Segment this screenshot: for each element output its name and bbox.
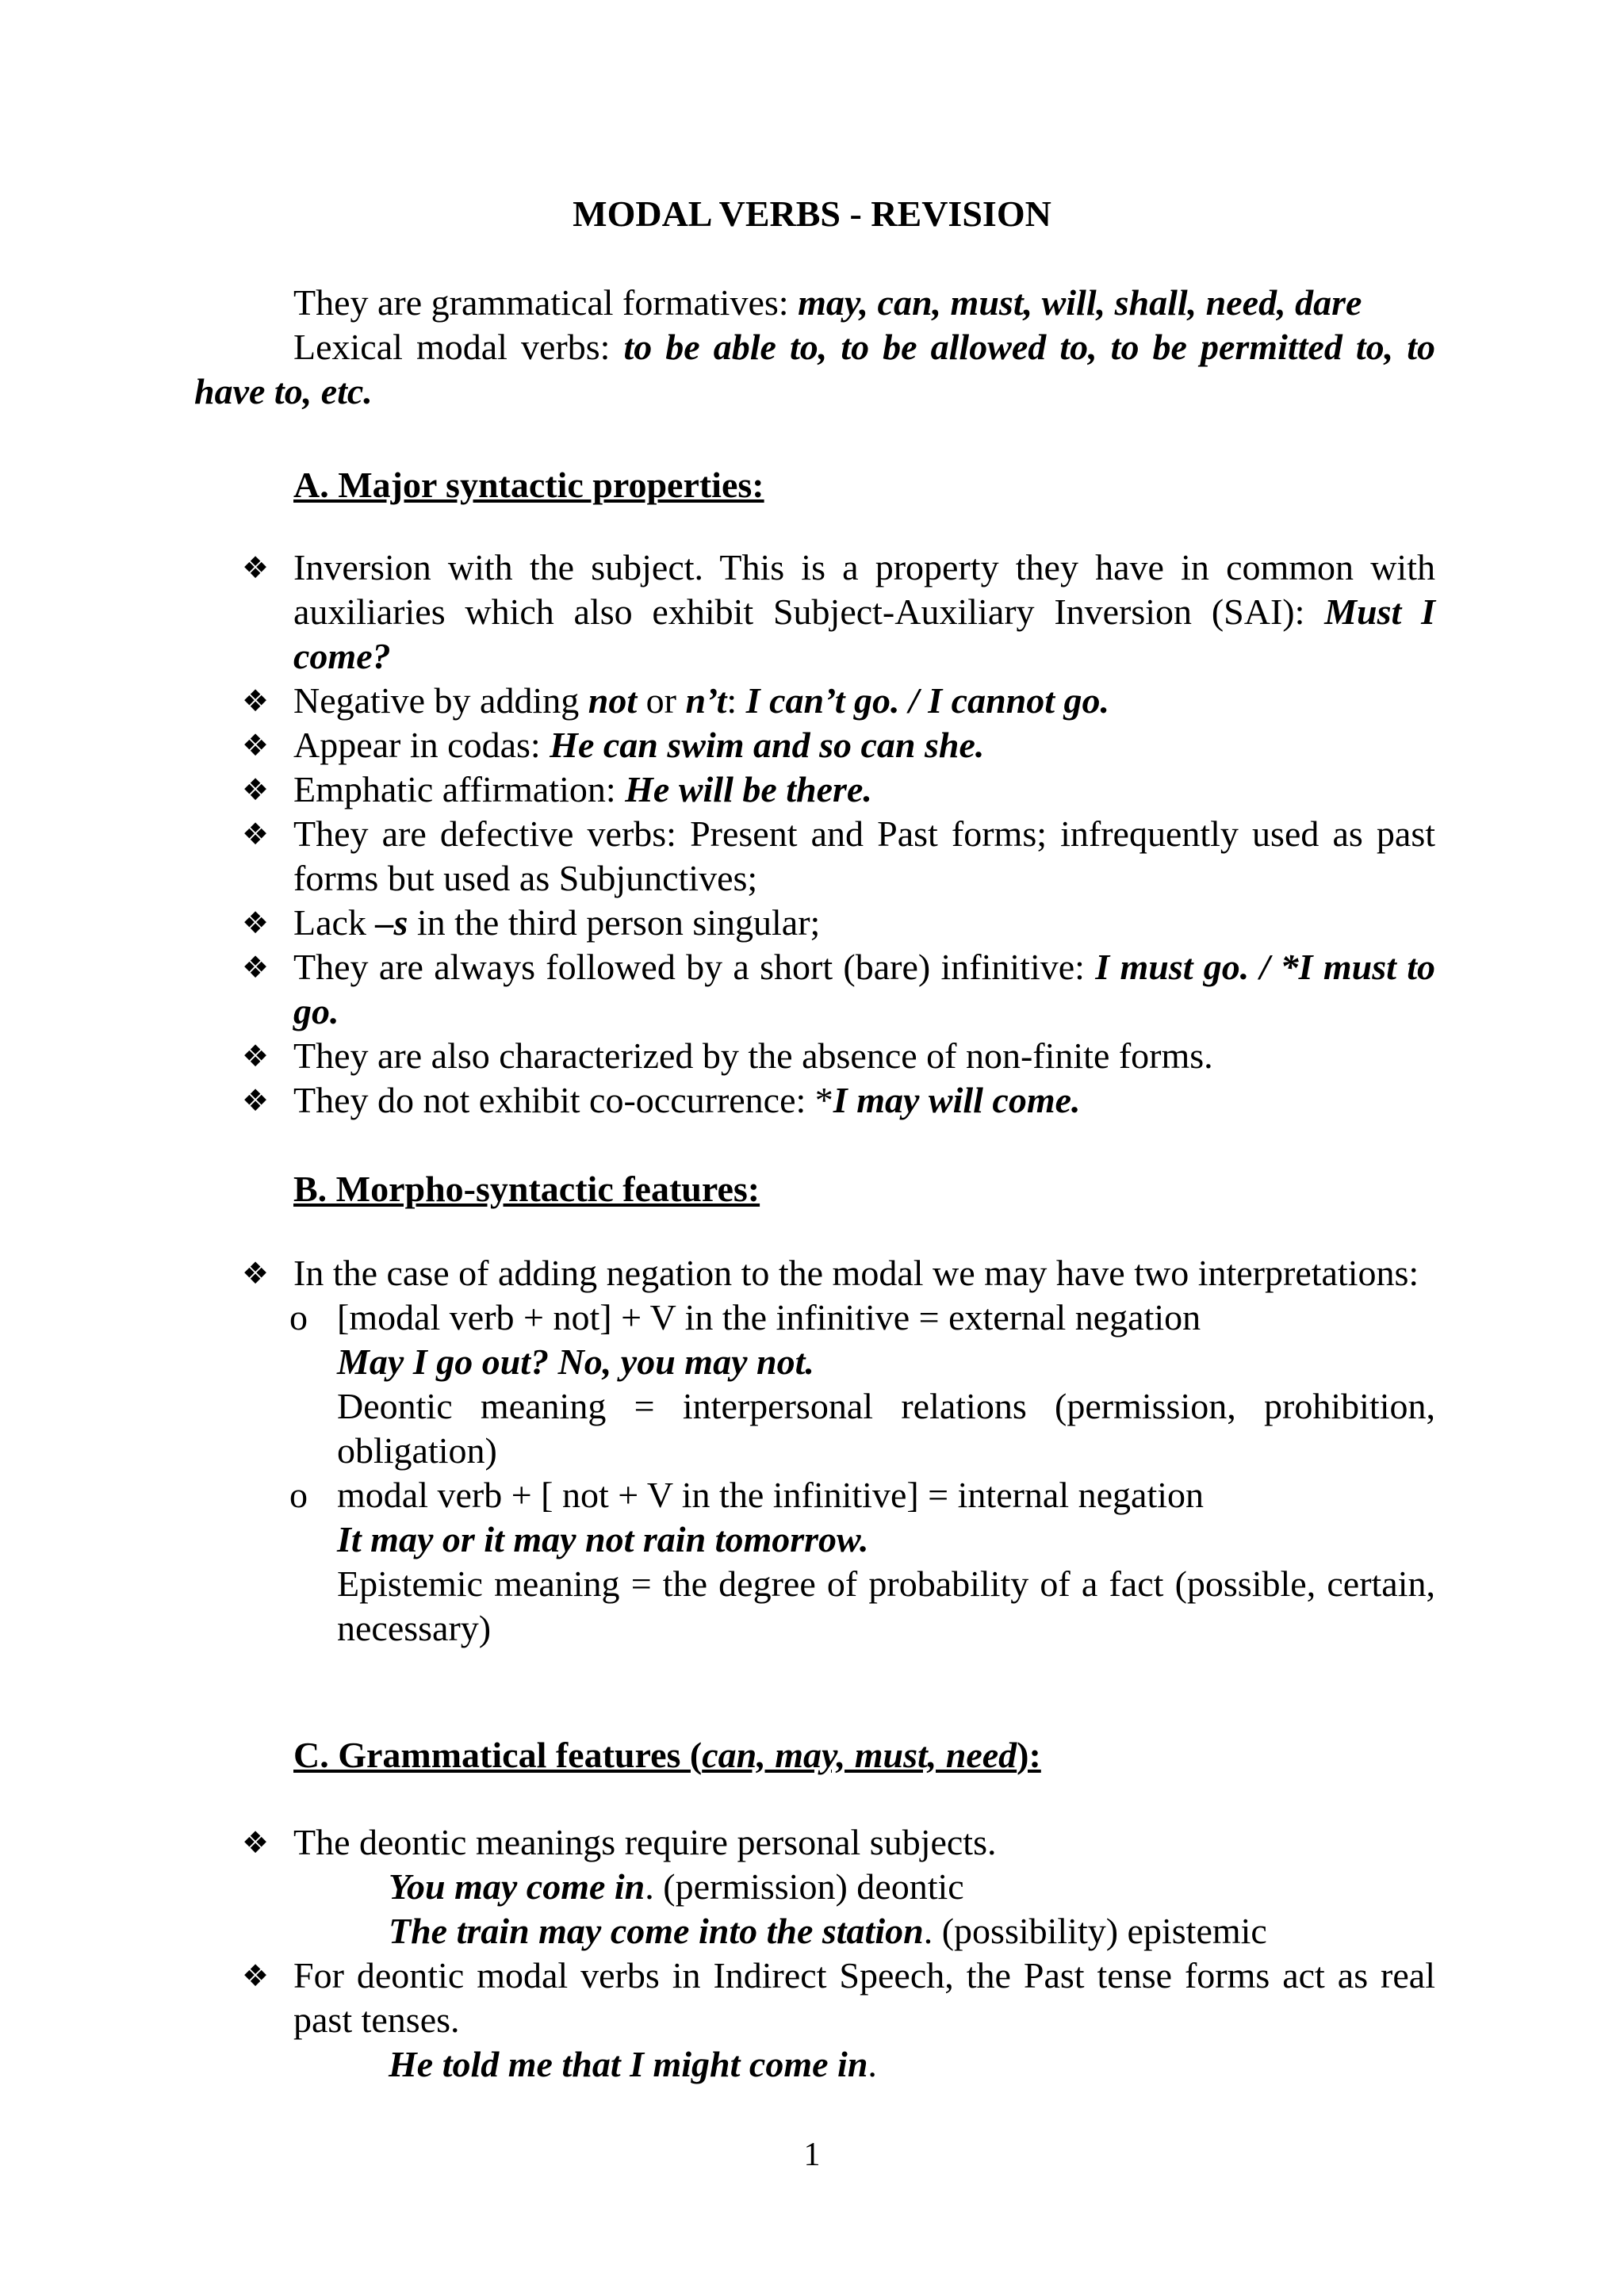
section-a-heading: A. Major syntactic properties: [293, 465, 764, 505]
list-item: ❖ Negative by adding not or n’t: I can’t go. / I cannot go. [242, 679, 1435, 723]
diamond-bullet-icon: ❖ [242, 728, 270, 763]
section-a-list [242, 545, 1435, 1123]
list-item: ❖ They are defective verbs: Present and Past forms; infrequently used as past forms but used as Subjunctives; [242, 813, 1435, 898]
diamond-bullet-icon: ❖ [242, 772, 270, 807]
list-item: ❖ They do not exhibit co-occurrence: *I may will come. [242, 1078, 1435, 1123]
list-item: ❖ In the case of adding negation to the modal we may have two interpretations: o [modal verb + not] + V in the infinitive = external negation May I go out? No, you may not. Deontic meaning = interpersonal relations (permission, prohibition, obligation) o modal verb + [ not + V in the infinitive] = internal negation It may or it may not rain tomorrow. Epistemic meaning = the degree of probability of a fact (possible, certain, necessary) [242, 1251, 1435, 1651]
diamond-bullet-icon: ❖ [242, 817, 270, 851]
circle-bullet: o [289, 1475, 308, 1515]
diamond-bullet-icon: ❖ [242, 1958, 270, 1993]
negation-meaning: Epistemic meaning = the degree of probability of a fact (possible, certain, necessary) [337, 1563, 1435, 1648]
list-item: ❖ The deontic meanings require personal subjects. You may come in. (permission) deontic The train may come into the station. (possibility) epistemic [242, 1820, 1435, 1954]
negation-rule: [modal verb + not] + V in the infinitive = external negation [337, 1297, 1201, 1337]
circle-bullet: o [289, 1297, 308, 1337]
negation-rule: modal verb + [ not + V in the infinitive] = internal negation [337, 1475, 1205, 1515]
diamond-bullet-icon: ❖ [242, 950, 270, 985]
section-b-heading: B. Morpho-syntactic features: [293, 1169, 760, 1209]
section-c-list [242, 1820, 1435, 2087]
list-item: ❖ Appear in codas: He can swim and so can she. [242, 723, 1435, 767]
list-item: ❖ Lack –s in the third person singular; [242, 901, 1435, 945]
list-item: ❖ They are also characterized by the absence of non-finite forms. [242, 1034, 1435, 1078]
grammatical-formatives-list: may, can, must, will, shall, need, dare [798, 282, 1362, 323]
example-line: The train may come into the station. (possibility) epistemic [389, 1911, 1267, 1951]
list-item: ❖ For deontic modal verbs in Indirect Speech, the Past tense forms act as real past tenses. He told me that I might come in. [242, 1954, 1435, 2087]
diamond-bullet-icon: ❖ [242, 1825, 270, 1860]
list-item: ❖ Inversion with the subject. This is a property they have in common with auxiliaries which also exhibit Subject-Auxiliary Inversion (SAI): Must I come? [242, 547, 1435, 676]
sublist-item [242, 1473, 1435, 1651]
diamond-bullet-icon: ❖ [242, 1256, 270, 1291]
list-item: ❖ Emphatic affirmation: He will be there. [242, 767, 1435, 812]
page-title: MODAL VERBS - REVISION [573, 193, 1051, 234]
intro-line-2: Lexical modal verbs: to be able to, to be allowed to, to be permitted to, to have to, etc. [194, 327, 1435, 411]
page-number: 1 [803, 2137, 821, 2173]
diamond-bullet-icon: ❖ [242, 905, 270, 940]
example-line: He told me that I might come in. [389, 2044, 877, 2084]
diamond-bullet-icon: ❖ [242, 683, 270, 718]
diamond-bullet-icon: ❖ [242, 550, 270, 585]
section-c-heading: C. Grammatical features (can, may, must, need): [293, 1735, 1041, 1775]
list-item: ❖ They are always followed by a short (bare) infinitive: I must go. / *I must to go. [242, 947, 1436, 1031]
negation-meaning: Deontic meaning = interpersonal relations (permission, prohibition, obligation) [337, 1386, 1435, 1471]
sublist-item [242, 1295, 1435, 1473]
diamond-bullet-icon: ❖ [242, 1039, 270, 1073]
intro-line-1: They are grammatical formatives: may, can, must, will, shall, need, dare [293, 282, 1362, 323]
example-line: You may come in. (permission) deontic [389, 1866, 964, 1907]
negation-sublist [289, 1295, 1435, 1651]
negation-example: It may or it may not rain tomorrow. [337, 1519, 869, 1559]
diamond-bullet-icon: ❖ [242, 1083, 270, 1118]
negation-example: May I go out? No, you may not. [337, 1341, 814, 1382]
lexical-modal-verbs-list: to be able to, to be allowed to, to be permitted to, to have to, etc. [194, 327, 1435, 411]
section-b-list [242, 1251, 1435, 1651]
